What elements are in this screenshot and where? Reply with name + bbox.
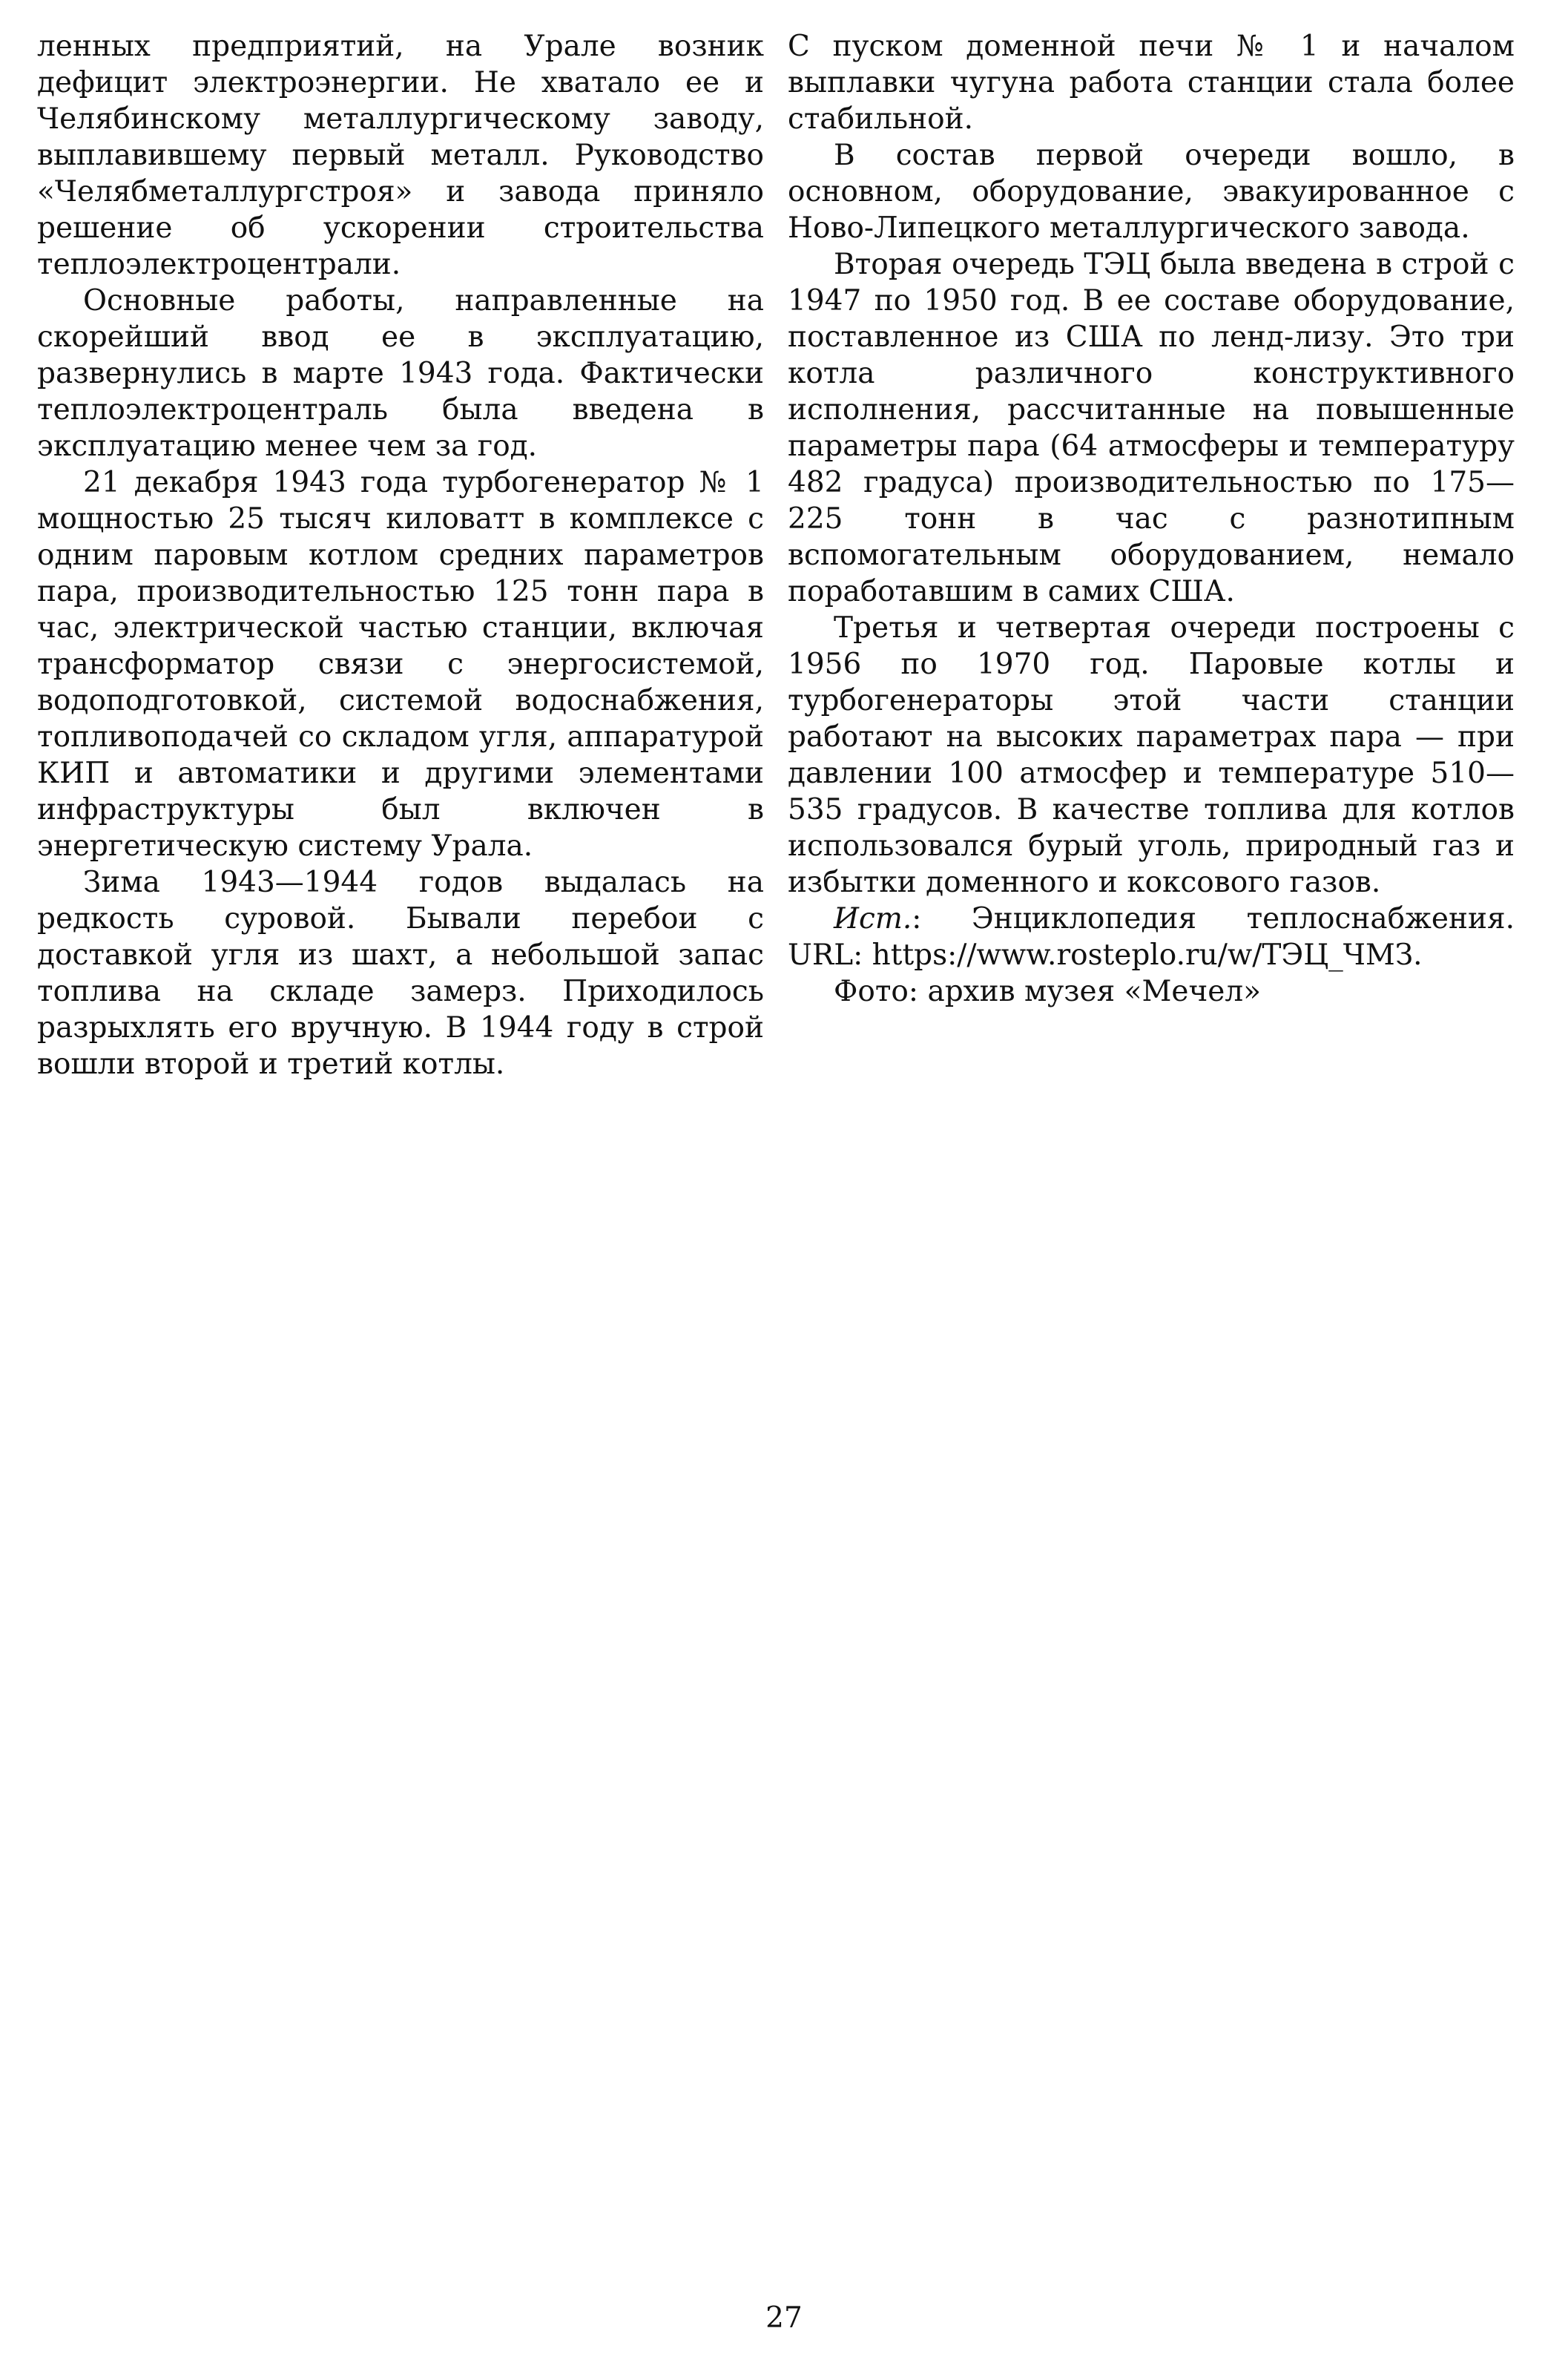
article-body xyxy=(37,28,1515,1082)
paragraph-continued: ленных предприятий, на Урале возник дефицит электроэнергии. Не хватало ее и Челябинскому металлургическому заводу, выплавившему первый металл. Руководство «Челябметаллургстроя» и завода приняло решение об ускорении строительства теплоэлектроцентрали. xyxy=(37,30,764,281)
paragraph: Зима 1943—1944 годов выдалась на редкость суровой. Бывали перебои с доставкой угля из шахт, а небольшой запас топлива на складе замерз. Приходилось разрыхлять его вручную. В 1944 году в строй вошли второй и третий котлы. xyxy=(37,866,764,1081)
paragraph: Основные работы, направленные на скорейший ввод ее в эксплуатацию, развернулись в марте 1943 года. Фактически теплоэлектроцентраль была введена в эксплуатацию менее чем за год. xyxy=(37,284,764,463)
source-label: Ист. xyxy=(834,902,912,936)
paragraph: В состав первой очереди вошло, в основном, оборудование, эвакуированное с Ново-Липецкого металлургического завода. xyxy=(788,139,1515,245)
page-number: 27 xyxy=(765,2301,803,2335)
paragraph: Третья и четвертая очереди построены с 1956 по 1970 год. Паровые котлы и турбогенераторы этой части станции работают на высоких параметрах пара — при давлении 100 атмосфер и температуре 510—535 градусов. В качестве топлива для котлов использовался бурый уголь, природный газ и избытки доменного и коксового газов. xyxy=(788,611,1515,899)
source-citation xyxy=(788,901,1515,973)
photo-credit: Фото: архив музея «Мечел» xyxy=(834,975,1262,1008)
paragraph: Вторая очередь ТЭЦ была введена в строй с 1947 по 1950 год. В ее составе оборудование, поставленное из США по ленд-лизу. Это три котла различного конструктивного исполнения, рассчитанные на повышенные параметры пара (64 атмосферы и температуру 482 градуса) производительностью по 175—225 тонн в час с разнотипным вспомогательным оборудованием, немало поработавшим в самих США. xyxy=(788,248,1515,608)
left-column xyxy=(37,28,764,1082)
source-text: : Энциклопедия теплоснабжения. URL: https://www.rosteplo.ru/w/ТЭЦ_ЧМЗ. xyxy=(788,902,1515,972)
paragraph: 21 декабря 1943 года турбогенератор № 1 мощностью 25 тысяч киловатт в комплексе с одним паровым котлом средних параметров пара, производительностью 125 тонн пара в час, электрической частью станции, включая трансформатор связи с энергосистемой, водоподготовкой, системой водоснабжения, топливоподачей со складом угля, аппаратурой КИП и автоматики и другими элементами инфраструктуры был включен в энергетическую систему Урала. xyxy=(37,466,764,863)
right-column xyxy=(788,28,1515,1082)
paragraph-continued: С пуском доменной печи № 1 и началом выплавки чугуна работа станции стала более стабильной. xyxy=(788,30,1515,136)
